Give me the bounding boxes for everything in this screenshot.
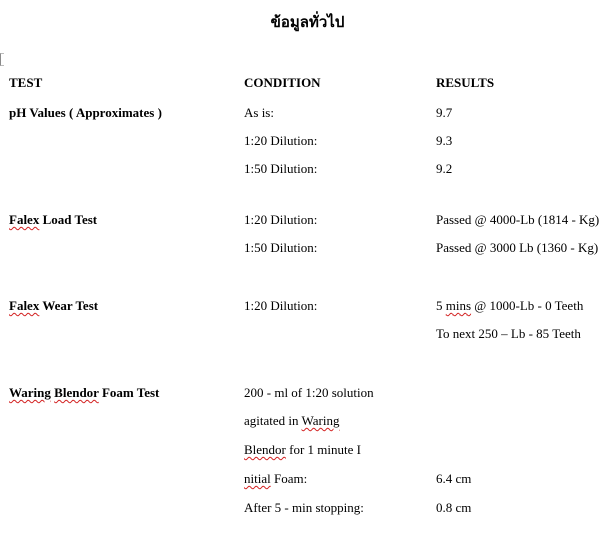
result-cell: 9.7 [436,105,453,120]
spell-flagged-word: Waring [301,413,340,428]
test-label-falex-load [9,212,97,228]
label-text: Load Test [39,212,98,227]
result-cell: 6.4 cm [436,471,472,486]
condition-text: Foam: [270,471,308,486]
result-cell [436,298,583,314]
test-label-falex-wear [9,298,98,314]
condition-cell: 1:20 Dilution: [244,212,318,227]
condition-text: agitated in [244,413,302,428]
result-cell: Passed @ 4000-Lb (1814 - Kg) [436,212,600,227]
condition-cell [244,471,307,487]
condition-cell: As is: [244,105,274,120]
header-results: RESULTS [436,75,495,90]
text-cursor-marker [0,53,4,66]
test-label-foam [9,385,159,401]
spell-flagged-word: Blendor [54,385,99,400]
spell-flagged-word: Waring [9,385,51,400]
condition-cell: 1:50 Dilution: [244,240,318,255]
label-text: Foam Test [98,385,160,400]
test-label-ph: pH Values ( Approximates ) [9,105,162,120]
spell-flagged-word: mins [445,298,472,313]
page-title: ข้อมูลทั่วไป [270,13,345,31]
spell-flagged-word: Falex [9,298,40,313]
header-condition: CONDITION [244,75,321,90]
condition-cell [244,442,361,458]
result-cell: 0.8 cm [436,500,472,515]
condition-text: for 1 minute I [285,442,361,457]
condition-cell: 1:20 Dilution: [244,298,318,313]
condition-cell: 1:20 Dilution: [244,133,318,148]
condition-cell [244,413,339,429]
result-cell: 9.2 [436,161,453,176]
condition-cell: 1:50 Dilution: [244,161,318,176]
spell-flagged-word: Falex [9,212,40,227]
result-text: 5 [436,298,446,313]
label-text: Wear Test [39,298,99,313]
result-text: @ 1000-Lb - 0 Teeth [471,298,584,313]
result-cell: To next 250 – Lb - 85 Teeth [436,326,581,341]
result-cell: 9.3 [436,133,453,148]
spell-flagged-word: nitial [244,471,271,486]
spell-flagged-word: Blendor [244,442,286,457]
result-cell: Passed @ 3000 Lb (1360 - Kg) [436,240,599,255]
header-test: TEST [9,75,43,90]
condition-cell: 200 - ml of 1:20 solution [244,385,374,400]
condition-cell: After 5 - min stopping: [244,500,364,515]
